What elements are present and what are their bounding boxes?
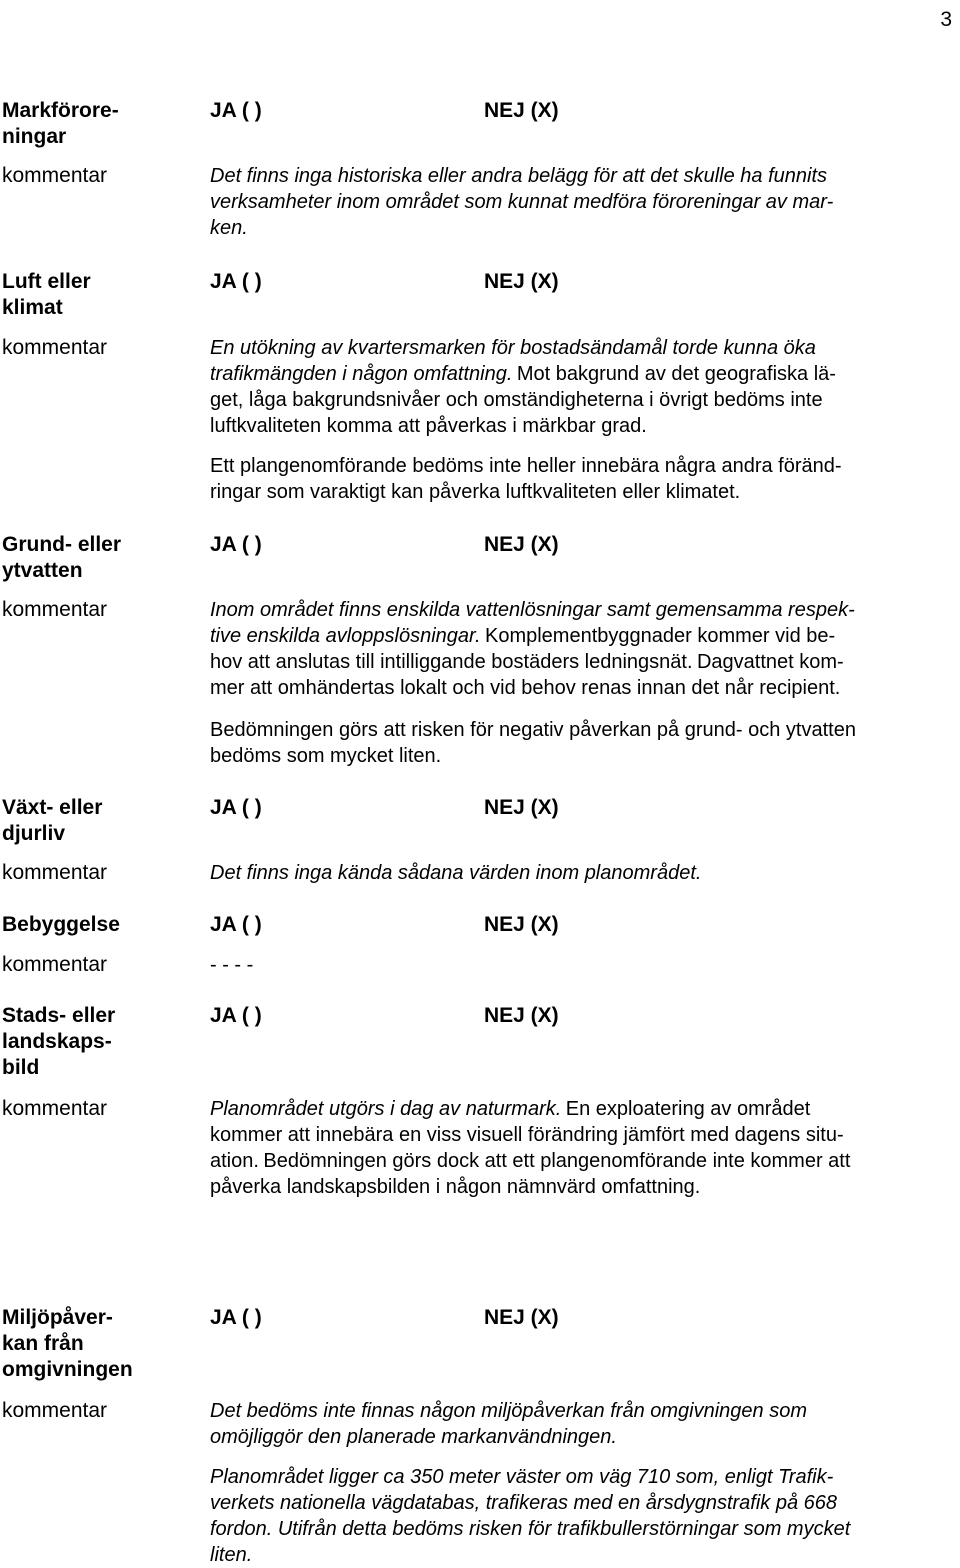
comment-line: Komplementbyggnader kommer vid be- (484, 625, 836, 647)
nej-option: NEJ (X) (484, 99, 559, 122)
title-line: Grund- eller (2, 533, 122, 556)
comment-line: Planområdet utgörs i dag av naturmark. (210, 1098, 562, 1120)
title-line: ytvatten (2, 559, 83, 582)
comment-line: Det bedöms inte finnas någon miljöpåverkan från omgivningen som (210, 1400, 808, 1422)
ja-option: JA ( ) (210, 533, 262, 556)
title-line: Stads- eller (2, 1004, 116, 1027)
comment-line: Det finns inga historiska eller andra belägg för att det skulle ha funnits (210, 165, 828, 187)
nej-option: NEJ (X) (484, 1004, 559, 1027)
kommentar-label: kommentar (2, 164, 108, 187)
extra-grundvatten (210, 717, 958, 769)
comment-bebyggelse: - - - - (210, 954, 254, 976)
extra-line: liten. (210, 1544, 253, 1566)
comment-line: mer att omhändertas lokalt och vid behov renas innan det når recipient. (210, 677, 841, 699)
comment-vaxt: Det finns inga kända sådana värden inom planområdet. (210, 862, 702, 884)
title-line: Miljöpåver- (2, 1306, 113, 1329)
ja-option: JA ( ) (210, 270, 262, 293)
extra-line: Ett plangenomförande bedöms inte heller innebära några andra föränd- (210, 455, 842, 477)
section-title-luft (2, 269, 152, 321)
section-title-markfororeningar (2, 98, 152, 150)
nej-option: NEJ (X) (484, 796, 559, 819)
extra-line: verkets nationella vägdatabas, trafikeras med en årsdygnstrafik på 668 (210, 1492, 838, 1514)
kommentar-label: kommentar (2, 1097, 108, 1120)
comment-line: Mot bakgrund av det geografiska lä- (516, 363, 836, 385)
comment-line: verksamheter inom området som kunnat medföra föroreningar av mar- (210, 191, 834, 213)
comment-line: tive enskilda avloppslösningar. (210, 625, 481, 647)
title-line: Luft eller (2, 270, 91, 293)
page-number: 3 (940, 8, 952, 31)
comment-miljopaverkan (210, 1398, 958, 1450)
extra-line: Bedömningen görs att risken för negativ påverkan på grund- och ytvatten (210, 719, 856, 741)
comment-line: En utökning av kvartersmarken för bostadsändamål torde kunna öka (210, 337, 816, 359)
comment-line: omöjliggör den planerade markanvändningen. (210, 1426, 617, 1448)
comment-line: get, låga bakgrundsnivåer och omständigheterna i övrigt bedöms inte (210, 389, 823, 411)
nej-option: NEJ (X) (484, 533, 559, 556)
kommentar-label: kommentar (2, 598, 108, 621)
comment-markfororeningar (210, 163, 958, 241)
title-line: Markförore- (2, 99, 119, 122)
kommentar-label: kommentar (2, 1399, 108, 1422)
title-line: ningar (2, 125, 67, 148)
ja-option: JA ( ) (210, 913, 262, 936)
title-line: Växt- eller (2, 796, 103, 819)
comment-line: påverka landskapsbilden i någon nämnvärd omfattning. (210, 1176, 701, 1198)
section-title-stadsbild (2, 1003, 152, 1081)
nej-option: NEJ (X) (484, 1306, 559, 1329)
comment-line: Bedömningen görs dock att ett plangenomförande inte kommer att (263, 1150, 851, 1172)
ja-option: JA ( ) (210, 1306, 262, 1329)
title-line: landskaps- (2, 1030, 112, 1053)
title-line: bild (2, 1056, 40, 1079)
comment-stadsbild (210, 1096, 958, 1200)
title-line: omgivningen (2, 1358, 133, 1381)
section-title-vaxt (2, 795, 152, 847)
comment-grundvatten (210, 597, 958, 701)
section-title-miljopaverkan (2, 1305, 152, 1383)
extra-miljopaverkan (210, 1464, 958, 1568)
extra-line: Planområdet ligger ca 350 meter väster om väg 710 som, enligt Trafik- (210, 1466, 834, 1488)
ja-option: JA ( ) (210, 1004, 262, 1027)
extra-line: ringar som varaktigt kan påverka luftkvaliteten eller klimatet. (210, 481, 741, 503)
comment-line: ken. (210, 217, 248, 239)
nej-option: NEJ (X) (484, 270, 559, 293)
comment-line: trafikmängden i någon omfattning. (210, 363, 513, 385)
ja-option: JA ( ) (210, 99, 262, 122)
comment-line: hov att anslutas till intilliggande bostäders ledningsnät. (210, 651, 693, 673)
extra-line: bedöms som mycket liten. (210, 745, 442, 767)
kommentar-label: kommentar (2, 861, 108, 884)
section-title-grundvatten (2, 532, 152, 584)
ja-option: JA ( ) (210, 796, 262, 819)
comment-line: ation. (210, 1150, 259, 1172)
title-line: klimat (2, 296, 63, 319)
title-line: djurliv (2, 822, 66, 845)
extra-luft (210, 453, 958, 505)
extra-line: fordon. Utifrån detta bedöms risken för trafikbullerstörningar som mycket (210, 1518, 851, 1540)
comment-line: luftkvaliteten komma att påverkas i märkbar grad. (210, 415, 647, 437)
section-title-bebyggelse: Bebyggelse (2, 913, 120, 936)
nej-option: NEJ (X) (484, 913, 559, 936)
kommentar-label: kommentar (2, 336, 108, 359)
title-line: kan från (2, 1332, 84, 1355)
kommentar-label: kommentar (2, 953, 108, 976)
comment-line: Inom området finns enskilda vattenlösningar samt gemensamma respek- (210, 599, 855, 621)
comment-line: Dagvattnet kom- (696, 651, 844, 673)
comment-line: kommer att innebära en viss visuell förändring jämfört med dagens situ- (210, 1124, 844, 1146)
comment-luft (210, 335, 958, 439)
comment-line: En exploatering av området (565, 1098, 811, 1120)
